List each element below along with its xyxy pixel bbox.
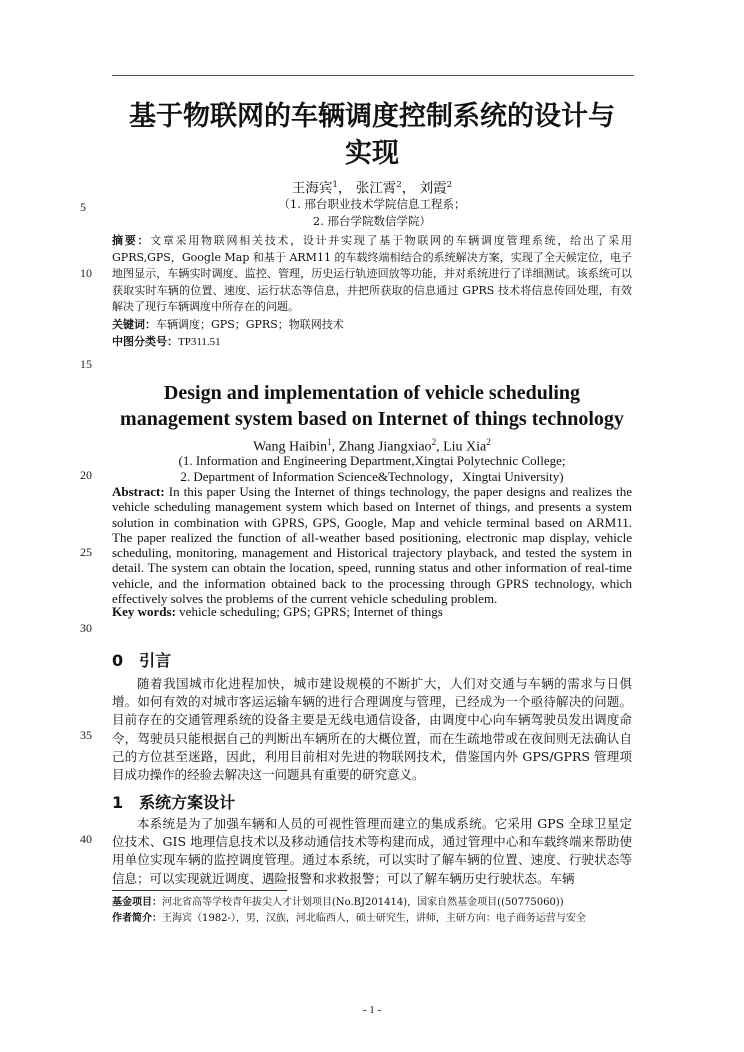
section-1-heading: 1 系统方案设计: [112, 793, 236, 812]
cn-author-3: 刘霞: [419, 180, 447, 197]
en-keywords: [112, 604, 632, 619]
cn-keywords: [112, 317, 632, 334]
cn-author-2: 张江霄: [355, 180, 397, 197]
en-author-3: Liu Xia: [443, 439, 487, 455]
en-affiliation-1: (1. Information and Engineering Department,Xingtai Polytechnic College;: [178, 453, 566, 468]
line-number: 20: [80, 468, 92, 482]
en-authors: Wang Haibin$^1$, Zhang Jiangxiao$^2$, Liu Xia$^2$: [253, 437, 491, 455]
cn-keywords-label: 关键词：: [112, 318, 156, 331]
section-1-paragraph: 本系统是为了加强车辆和人员的可视性管理而建立的集成系统。它采用 GPS 全球卫星定位技术、GIS 地理信息技术以及移动通信技术等构建而成，通过管理中心和车载终端来帮助使用单位实现车辆的监控调度管理。通过本系统，可以实时了解车辆的位置、速度、行驶状态等信息；可以实现就近调度、遇险报警和求救报警；可以了解车辆历史行驶状态。车辆: [112, 816, 632, 886]
en-abstract: [112, 484, 632, 606]
footnote-author: [112, 912, 632, 926]
en-keywords-label: Key words:: [112, 604, 176, 619]
line-number: 15: [80, 357, 92, 371]
footnote-rule: [112, 890, 287, 891]
cn-abstract-label: 摘要：: [112, 234, 151, 247]
fund-label: 基金项目：: [112, 897, 162, 908]
en-abstract-label: Abstract:: [112, 484, 165, 499]
en-author-1: Wang Haibin: [253, 439, 328, 455]
section-0-heading: 0 引言: [112, 651, 172, 670]
en-title-line1: Design and implementation of vehicle scheduling: [163, 382, 581, 404]
cn-abstract: [112, 233, 632, 316]
cn-affiliation-2: 2. 邢台学院数信学院）: [312, 214, 432, 228]
fund-text: 河北省高等学校青年拔尖人才计划项目(No.BJ201414)，国家自然基金项目((50775060)): [162, 897, 564, 908]
en-abstract-text: In this paper Using the Internet of things technology, the paper designs and realizes the vehicle scheduling management system which based on Internet of things, and presents a system solution in combination with GPRS, GPS, Google, Map and vehicle terminal based on ARM11. The paper realized the function of all-weather based positioning, electronic map display, vehicle scheduling, monitoring, management and Historical trajectory playback, and tested the system in detail. The system can obtain the location, speed, running status and other information of real-time vehicle, and the information obtained back to the processing through GPRS technology, which effectively solves the problems of the current vehicle scheduling problem.: [112, 484, 632, 607]
en-title: [112, 380, 632, 432]
line-number: 30: [80, 621, 92, 635]
line-number: 35: [80, 728, 92, 742]
line-number: 25: [80, 545, 92, 559]
cn-title: [112, 98, 632, 172]
page-number: - 1 -: [362, 1004, 382, 1016]
cn-authors: 王海宾$^1$， 张江霄$^2$， 刘霞$^2$: [291, 180, 453, 197]
cn-affiliation-1: （1. 邢台职业技术学院信息工程系；: [278, 197, 466, 211]
author-bio-label: 作者简介：: [112, 913, 162, 924]
line-number: 10: [80, 266, 92, 280]
cn-title-line2: 实现: [345, 138, 399, 169]
line-number: 40: [80, 832, 92, 846]
cn-title-line1: 基于物联网的车辆调度控制系统的设计与: [129, 101, 615, 132]
cn-author-1: 王海宾: [291, 180, 333, 197]
en-keywords-text: vehicle scheduling; GPS; GPRS; Internet of things: [179, 604, 443, 619]
author-bio-text: 王海宾（1982-），男，汉族，河北临西人，硕士研究生，讲师，主研方向：电子商务运营与安全: [162, 913, 586, 924]
cn-abstract-text: 文章采用物联网相关技术，设计并实现了基于物联网的车辆调度管理系统，给出了采用 GPRS,GPS，Google Map 和基于 ARM11 的车载终端相结合的系统解决方案，实现了全天候定位，电子地图显示，车辆实时调度、监控、管理，历史运行轨迹回放等功能，并对系统进行了详细测试。该系统可以获取实时车辆的位置、速度、运行状态等信息，并把所获取的信息通过 GPRS 技术将信息传回处理，有效解决了现行车辆调度中所存在的问题。: [112, 234, 633, 313]
en-author-2: Zhang Jiangxiao: [338, 439, 432, 455]
cn-class-text: TP311.51: [178, 336, 221, 348]
section-0-paragraph: 随着我国城市化进程加快，城市建设规模的不断扩大，人们对交通与车辆的需求与日俱增。如何有效的对城市客运运输车辆的进行合理调度与管理，已经成为一个亟待解决的问题。目前存在的交通管理系统的设备主要是无线电通信设备，由调度中心向车辆驾驶员发出调度命令，驾驶员只能根据自己的判断出车辆所在的大概位置，而在生疏地带或在夜间则无法确认自己的方位甚至迷路，因此，利用目前相对先进的物联网技术，借鉴国内外 GPS/GPRS 管理项目成功操作的经验去解决这一问题具有重要的研究意义。: [112, 676, 632, 783]
footnote-fund: [112, 896, 632, 910]
top-rule: [112, 75, 634, 76]
line-number: 5: [80, 200, 86, 214]
cn-keywords-text: 车辆调度；GPS；GPRS；物联网技术: [156, 318, 344, 331]
en-affiliation-2: 2. Department of Information Science&Technology，Xingtai University): [180, 469, 564, 484]
en-title-line2: management system based on Internet of things technology: [120, 408, 624, 430]
cn-classification: [112, 334, 632, 351]
cn-class-label: 中图分类号：: [112, 335, 178, 348]
